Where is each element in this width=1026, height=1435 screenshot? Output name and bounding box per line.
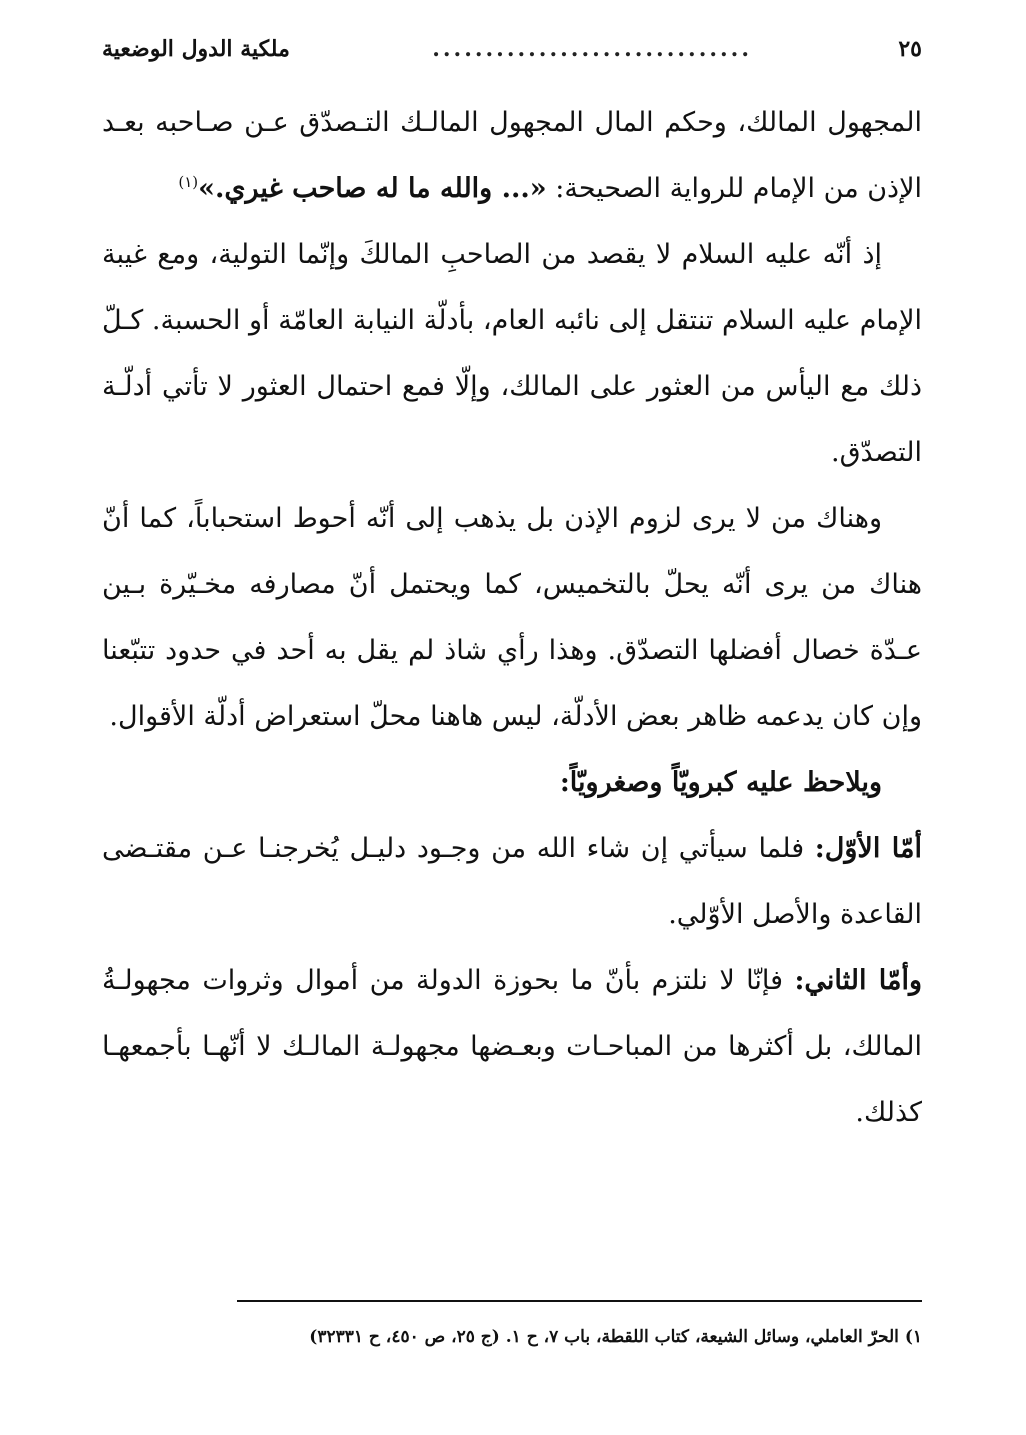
footnote-book: وسائل الشيعة، — [694, 1327, 800, 1347]
page-number: ٢٥ — [898, 36, 922, 62]
paragraph-6-lead: وأمّا الثاني: — [794, 965, 922, 996]
document-page — [102, 36, 922, 1406]
running-header — [102, 36, 922, 76]
footnote-details: كتاب اللقطة، باب ٧، ح ١. (ج ٢٥، ص ٤٥٠، ح ٣٢٣٣١) — [309, 1327, 690, 1347]
paragraph-4: ويلاحظ عليه كبرويّاً وصغرويّاً: — [559, 767, 882, 798]
paragraph-5-text: فلما سيأتي إن شاء الله من وجـود دليـل يُخرجنـا عـن مقتـضى القاعدة والأصل الأوّلي. — [102, 833, 922, 930]
footnote-author: الحرّ العاملي، — [805, 1327, 899, 1347]
paragraph-3: وهناك من لا يرى لزوم الإذن بل يذهب إلى أنّه أحوط استحباباً، كما أنّ هناك من يرى أنّه يحلّ بالتخميس، كما ويحتمل أنّ مصارفه مخـيّرة بـين عـدّة خصال أفضلها التصدّق. وهذا رأي شاذ لم يقل به أحد في حدود تتبّعنا وإن كان يدعمه ظاهر بعض الأدلّة، ليس هاهنا محلّ استعراض أدلّة الأقوال. — [102, 503, 922, 732]
paragraph-1 — [102, 90, 922, 222]
book-title: ملكية الدول الوضعية — [102, 36, 290, 62]
footnote-divider — [237, 1300, 922, 1302]
paragraph-5 — [102, 816, 922, 948]
paragraph-5-lead: أمّا الأوّل: — [814, 833, 922, 864]
hadith-quote: «... والله ما له صاحب غيري.» — [198, 173, 547, 204]
paragraph-6 — [102, 948, 922, 1146]
footnote-number: ١) — [904, 1327, 922, 1347]
paragraph-1-text: المجهول المالك، وحكم المال المجهول المالـك التـصدّق عـن صـاحبه بعـد الإذن من الإمام للرواية الصحيحة: — [102, 107, 922, 204]
header-leader-dots: .............................. — [432, 36, 752, 62]
body-text — [102, 90, 922, 1146]
paragraph-2: إذ أنّه عليه السلام لا يقصد من الصاحبِ المالكَ وإنّما التولية، ومع غيبة الإمام عليه السلام تنتقل إلى نائبه العام، بأدلّة النيابة العامّة أو الحسبة. كـلّ ذلك مع اليأس من العثور على المالك، وإلّا فمع احتمال العثور لا تأتي أدلّـة التصدّق. — [102, 239, 922, 468]
footnote-reference[interactable]: (١) — [178, 173, 199, 191]
paragraph-6-text: فإنّا لا نلتزم بأنّ ما بحوزة الدولة من أموال وثروات مجهولـةُ المالك، بل أكثرها من المباحـات وبعـضها مجهولـة المالـك لا أنّهـا بأجمعهـا كذلك. — [102, 965, 922, 1128]
footnote — [102, 1323, 922, 1351]
